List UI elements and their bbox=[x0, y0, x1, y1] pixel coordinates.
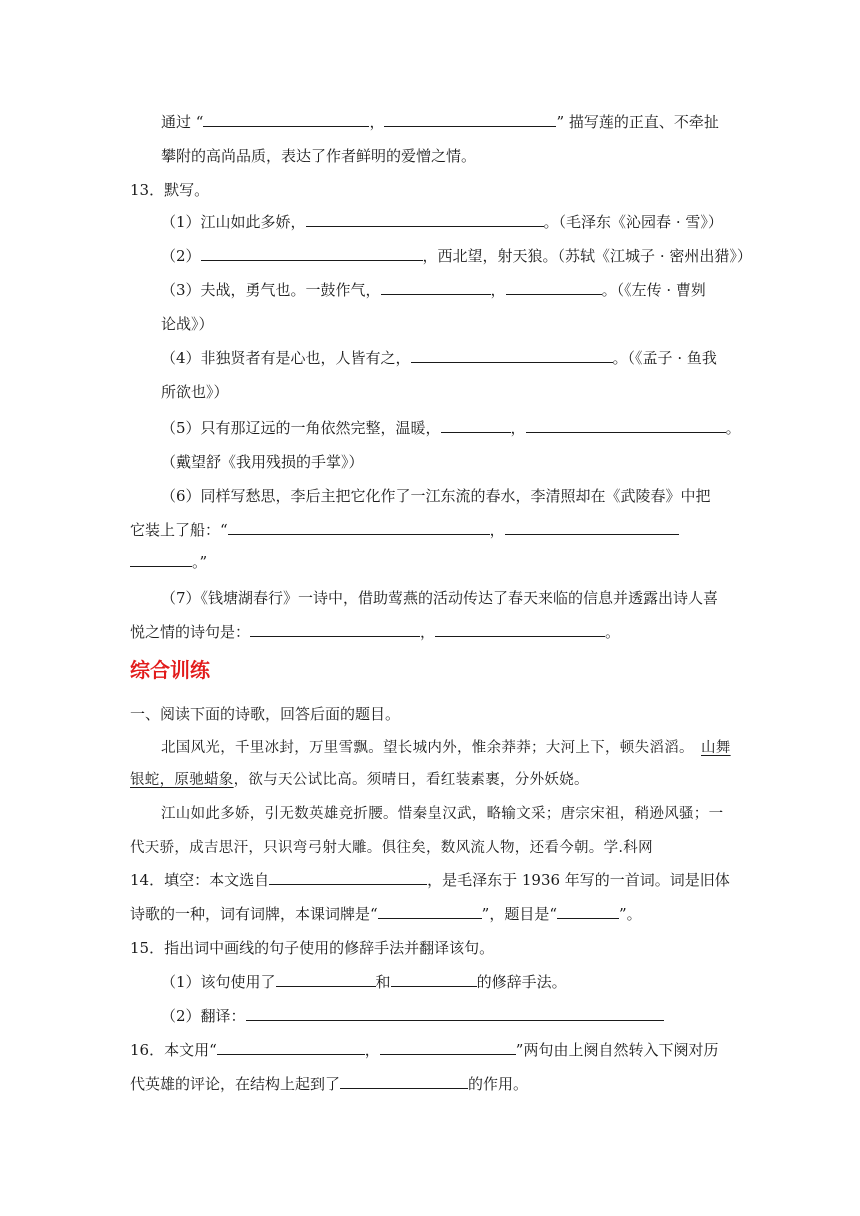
text: 的修辞手法。 bbox=[476, 973, 567, 991]
q13-item-6-end bbox=[130, 552, 207, 572]
fill-blank[interactable] bbox=[411, 348, 613, 363]
fill-blank[interactable] bbox=[441, 418, 511, 433]
underlined-text: 银蛇，原驰蜡象 bbox=[130, 772, 234, 788]
text: ”，题目是“ bbox=[481, 905, 558, 923]
text: ， bbox=[489, 521, 505, 539]
q13-item-5 bbox=[161, 418, 741, 438]
text: （1）该句使用了 bbox=[161, 973, 276, 991]
fill-blank[interactable] bbox=[378, 904, 482, 919]
q13-item-4 bbox=[161, 348, 717, 368]
text: （3）夫战，勇气也。一鼓作气， bbox=[161, 281, 381, 299]
q13-item-7-cont bbox=[130, 622, 620, 642]
fill-blank[interactable] bbox=[435, 622, 605, 637]
text: 悦之情的诗句是： bbox=[130, 623, 251, 641]
q13-item-6-cont bbox=[130, 520, 679, 540]
fill-blank[interactable] bbox=[203, 112, 369, 127]
fill-blank[interactable] bbox=[384, 112, 556, 127]
fill-blank[interactable] bbox=[246, 1006, 664, 1021]
text: ， bbox=[364, 1041, 380, 1059]
text: ， bbox=[420, 623, 436, 641]
q13-item-6: （6）同样写愁思，李后主把它化作了一江东流的春水，李清照却在《武陵春》中把 bbox=[161, 487, 711, 505]
question-14 bbox=[130, 870, 730, 890]
text: 。（《孟子 · 鱼我 bbox=[612, 349, 717, 367]
question-13-heading: 13．默写。 bbox=[130, 181, 210, 199]
text: ， bbox=[510, 419, 526, 437]
q15-item-2 bbox=[161, 1006, 664, 1026]
text: ，西北望，射天狼。（苏轼《江城子 · 密州出猎》） bbox=[422, 247, 752, 265]
text: ， bbox=[490, 281, 506, 299]
question-16 bbox=[130, 1040, 718, 1060]
fill-blank[interactable] bbox=[526, 418, 726, 433]
poem-line-4: 代天骄，成吉思汗，只识弯弓射大雕。俱往矣，数风流人物，还看今朝。学.科网 bbox=[130, 840, 653, 856]
text: ，是毛泽东于 1936 年写的一首词。词是旧体 bbox=[427, 871, 730, 889]
text: （2）翻译： bbox=[161, 1007, 246, 1025]
q13-item-1 bbox=[161, 212, 723, 232]
fill-blank[interactable] bbox=[306, 212, 544, 227]
text: 和 bbox=[375, 973, 391, 991]
fill-blank[interactable] bbox=[201, 246, 423, 261]
text: 的作用。 bbox=[468, 1075, 529, 1093]
text: 诗歌的一种，词有词牌，本课词牌是“ bbox=[130, 905, 378, 923]
fill-blank[interactable] bbox=[391, 972, 477, 987]
text: ” 描写莲的正直、不牵扯 bbox=[556, 113, 719, 131]
q13-item-4-cont: 所欲也》） bbox=[161, 383, 229, 401]
section-title: 综合训练 bbox=[130, 658, 210, 682]
poem-line-1: 北国风光，千里冰封，万里雪飘。望长城内外，惟余莽莽；大河上下，顿失滔滔。 bbox=[161, 740, 694, 756]
q13-item-3 bbox=[161, 280, 706, 300]
q13-item-3-cont: 论战》） bbox=[161, 315, 214, 333]
q13-item-5-cont: （戴望舒《我用残损的手掌》） bbox=[161, 453, 364, 471]
fill-blank[interactable] bbox=[228, 520, 490, 535]
text: 。 bbox=[605, 623, 621, 641]
fill-blank[interactable] bbox=[340, 1074, 468, 1089]
fill-blank[interactable] bbox=[217, 1040, 365, 1055]
text: 。” bbox=[192, 553, 208, 571]
q13-item-7: （7）《钱塘湖春行》一诗中，借助莺燕的活动传达了春天来临的信息并透露出诗人喜 bbox=[161, 589, 719, 607]
fill-blank[interactable] bbox=[381, 280, 491, 295]
text: 14．填空：本文选自 bbox=[130, 871, 270, 889]
fill-blank[interactable] bbox=[505, 520, 679, 535]
poem-line-2 bbox=[130, 770, 589, 790]
text: 它装上了船：“ bbox=[130, 521, 228, 539]
q15-item-1 bbox=[161, 972, 567, 992]
fill-blank[interactable] bbox=[380, 1040, 516, 1055]
text: ”两句由上阕自然转入下阕对历 bbox=[515, 1041, 719, 1059]
fill-blank[interactable] bbox=[269, 870, 427, 885]
text: ”。 bbox=[619, 905, 642, 923]
fill-blank[interactable] bbox=[506, 280, 602, 295]
text: ， bbox=[369, 113, 385, 131]
text: ，欲与天公试比高。须晴日，看红装素裹，分外妖娆。 bbox=[233, 772, 589, 788]
poem-line-3: 江山如此多娇，引无数英雄竞折腰。惜秦皇汉武，略输文采；唐宗宋祖，稍逊风骚；一 bbox=[161, 806, 724, 822]
text: 16．本文用“ bbox=[130, 1041, 217, 1059]
question-16-cont bbox=[130, 1074, 528, 1094]
text: （1）江山如此多娇， bbox=[161, 213, 306, 231]
text: 。 bbox=[725, 419, 741, 437]
q13-item-2 bbox=[161, 246, 752, 266]
text: 。（毛泽东《沁园春 · 雪》） bbox=[543, 213, 723, 231]
question-14-cont bbox=[130, 904, 642, 924]
text: 通过 “ bbox=[161, 113, 204, 131]
text: 代英雄的评论，在结构上起到了 bbox=[130, 1075, 341, 1093]
part-1-heading: 一、阅读下面的诗歌，回答后面的题目。 bbox=[130, 705, 401, 723]
text: 。（《左传 · 曹刿 bbox=[601, 281, 706, 299]
intro-line-1 bbox=[161, 112, 719, 132]
text: （5）只有那辽远的一角依然完整，温暖， bbox=[161, 419, 441, 437]
text: （2） bbox=[161, 247, 201, 265]
fill-blank[interactable] bbox=[250, 622, 420, 637]
poem-underlined-1 bbox=[701, 738, 731, 758]
fill-blank[interactable] bbox=[276, 972, 376, 987]
fill-blank[interactable] bbox=[557, 904, 619, 919]
text: （4）非独贤者有是心也，人皆有之， bbox=[161, 349, 411, 367]
fill-blank[interactable] bbox=[130, 552, 192, 567]
question-15-heading: 15．指出词中画线的句子使用的修辞手法并翻译该句。 bbox=[130, 939, 495, 957]
underlined-text: 山舞 bbox=[701, 740, 731, 756]
intro-line-2: 攀附的高尚品质，表达了作者鲜明的爱憎之情。 bbox=[161, 147, 477, 165]
